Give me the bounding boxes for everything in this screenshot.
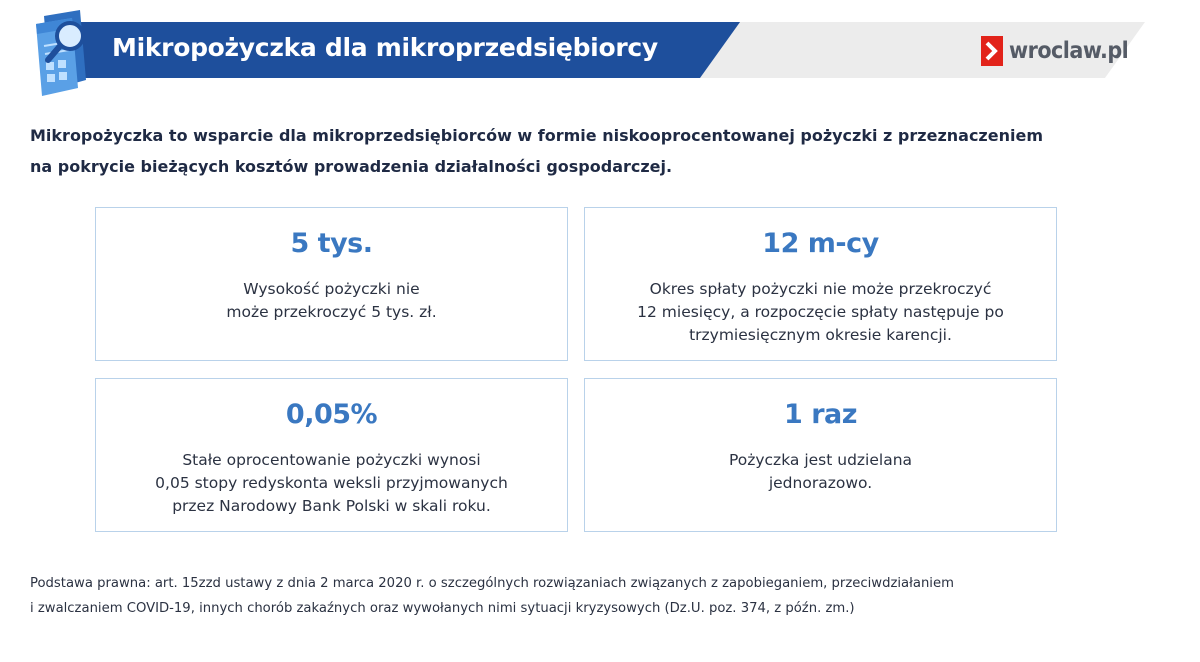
logo-text: wroclaw.pl bbox=[1009, 38, 1129, 64]
chevron-right-icon bbox=[981, 36, 1003, 66]
card-desc-line: może przekroczyć 5 tys. zł. bbox=[226, 303, 437, 321]
intro-line: Mikropożyczka to wsparcie dla mikroprzedsiębiorców w formie niskooprocentowanej pożyczki z przeznaczeniem bbox=[30, 126, 1043, 145]
card-desc-line: jednorazowo. bbox=[768, 474, 873, 492]
card-description bbox=[615, 278, 1026, 347]
card-description bbox=[136, 449, 527, 518]
card-desc-line: Stałe oprocentowanie pożyczki wynosi bbox=[182, 451, 481, 469]
legal-basis-note bbox=[30, 571, 1170, 621]
card-desc-line: 12 miesięcy, a rozpoczęcie spłaty następuje po bbox=[637, 303, 1004, 321]
card-value: 5 tys. bbox=[290, 228, 373, 259]
intro-line: na pokrycie bieżących kosztów prowadzenia działalności gospodarczej. bbox=[30, 157, 673, 176]
card-repayment-period bbox=[584, 207, 1057, 361]
card-desc-line: Okres spłaty pożyczki nie może przekroczyć bbox=[649, 280, 992, 298]
card-loan-amount bbox=[95, 207, 568, 361]
card-description bbox=[695, 449, 946, 495]
card-desc-line: Pożyczka jest udzielana bbox=[728, 451, 913, 469]
header-banner bbox=[0, 0, 1200, 95]
card-value: 1 raz bbox=[784, 399, 857, 430]
intro-text bbox=[30, 120, 1170, 182]
card-desc-line: przez Narodowy Bank Polski w skali roku. bbox=[172, 497, 491, 515]
card-interest-rate bbox=[95, 378, 568, 532]
card-value: 12 m-cy bbox=[762, 228, 879, 259]
document-magnifier-icon bbox=[30, 10, 92, 96]
page-title: Mikropożyczka dla mikroprzedsiębiorcy bbox=[112, 33, 658, 62]
wroclaw-logo[interactable] bbox=[981, 36, 1128, 66]
card-desc-line: 0,05 stopy redyskonta weksli przyjmowanych bbox=[155, 474, 508, 492]
footer-line: Podstawa prawna: art. 15zzd ustawy z dnia 2 marca 2020 r. o szczególnych rozwiązaniach związanych z zapobieganiem, przeciwdziałaniem bbox=[30, 576, 954, 591]
card-one-time bbox=[584, 378, 1057, 532]
card-desc-line: Wysokość pożyczki nie bbox=[243, 280, 420, 298]
card-description bbox=[196, 278, 467, 324]
card-value: 0,05% bbox=[285, 399, 378, 430]
card-desc-line: trzymiesięcznym okresie karencji. bbox=[689, 326, 952, 344]
footer-line: i zwalczaniem COVID-19, innych chorób zakaźnych oraz wywołanych nimi sytuacji kryzysowych (Dz.U. poz. 374, z późn. zm.) bbox=[30, 601, 855, 616]
